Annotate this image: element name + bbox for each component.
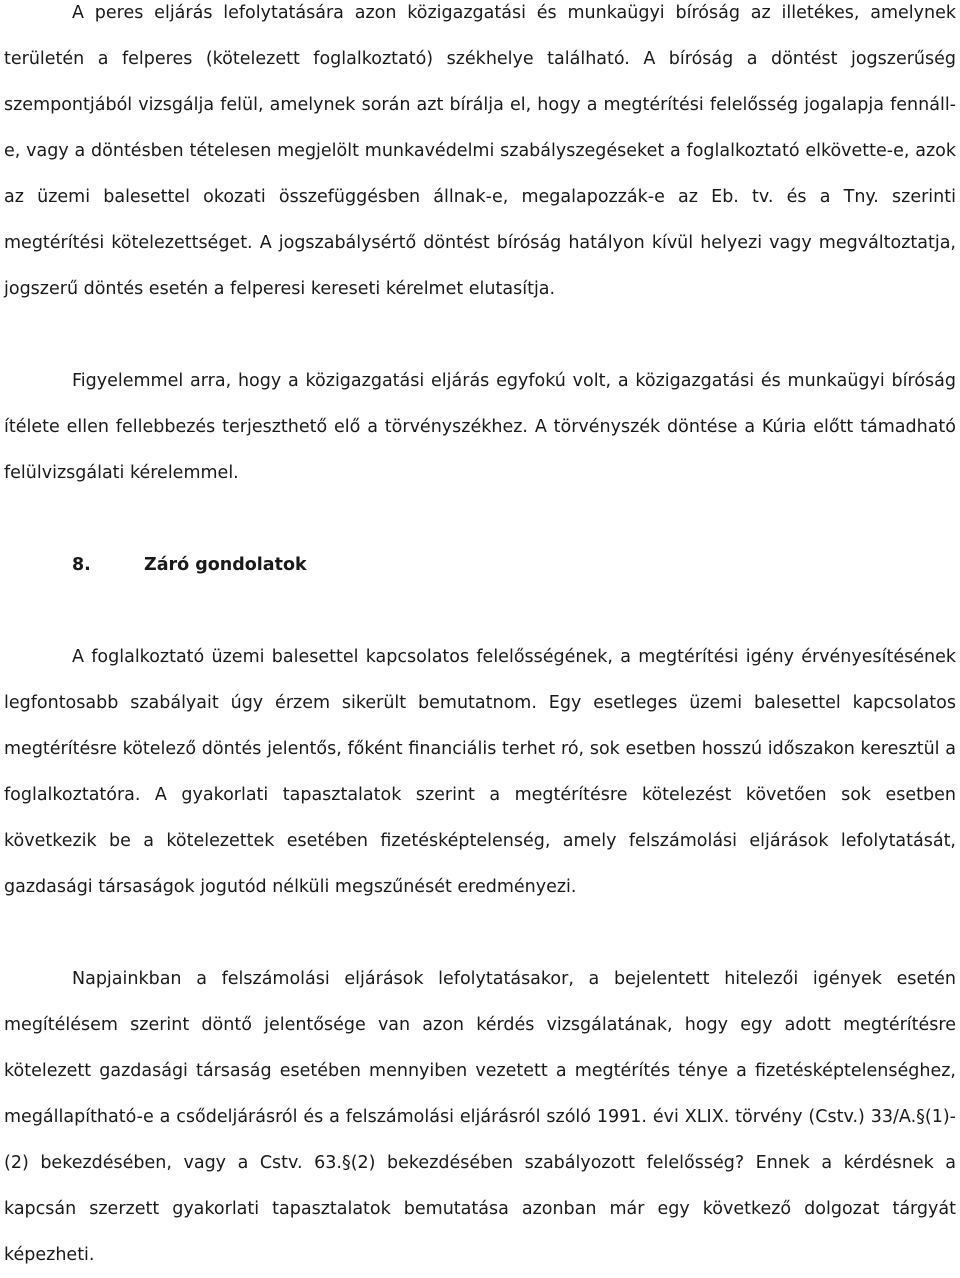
section-number: 8. — [72, 555, 91, 575]
paragraph-gap — [4, 312, 956, 358]
section-title: Záró gondolatok — [144, 555, 307, 575]
paragraph-gap — [4, 910, 956, 956]
section-heading — [4, 542, 956, 588]
paragraph-napjainkban: Napjainkban a felszámolási eljárások lefolytatásakor, a bejelentett hitelezői igények esetén megítélésem szerint döntő jelentősége van azon kérdés vizsgálatának, hogy egy adott megtérítésre kötelezett gazdasági társaság esetében mennyiben vezetett a megtérítés ténye a fizetésképtelenséghez, megállapítható-e a csődeljárásról és a felszámolási eljárásról szóló 1991. évi XLIX. törvény (Cstv.) 33/A.§(1)-(2) bekezdésében, vagy a Cstv. 63.§(2) bekezdésében szabályozott felelősség? Ennek a kérdésnek a kapcsán szerzett gyakorlati tapasztalatok bemutatása azonban már egy következő dolgozat tárgyát képezheti. — [4, 969, 956, 1265]
paragraph-fellebbezes: Figyelemmel arra, hogy a közigazgatási eljárás egyfokú volt, a közigazgatási és munkaügyi bíróság ítélete ellen fellebbezés terjeszthető elő a törvényszékhez. A törvényszék döntése a Kúria előtt támadható felülvizsgálati kérelemmel. — [4, 371, 956, 483]
paragraph-zaro-gondolatok: A foglalkoztató üzemi balesettel kapcsolatos felelősségének, a megtérítési igény érvényesítésének legfontosabb szabályait úgy érzem sikerült bemutatnom. Egy esetleges üzemi balesettel kapcsolatos megtérítésre kötelező döntés jelentős, főként financiális terhet ró, sok esetben hosszú időszakon keresztül a foglalkoztatóra. A gyakorlati tapasztalatok szerint a megtérítésre kötelezést követően sok esetben következik be a kötelezettek esetében fizetésképtelenség, amely felszámolási eljárások lefolytatását, gazdasági társaságok jogutód nélküli megszűnését eredményezi. — [4, 647, 956, 897]
paragraph-peres-eljaras: A peres eljárás lefolytatására azon közigazgatási és munkaügyi bíróság az illetékes, amelynek területén a felperes (kötelezett foglalkoztató) székhelye található. A bíróság a döntést jogszerűség szempontjából vizsgálja felül, amelynek során azt bírálja el, hogy a megtérítési felelősség jogalapja fennáll-e, vagy a döntésben tételesen megjelölt munkavédelmi szabályszegéseket a foglalkoztató elkövette-e, azok az üzemi balesettel okozati összefüggésben állnak-e, megalapozzák-e az Eb. tv. és a Tny. szerinti megtérítési kötelezettséget. A jogszabálysértő döntést bíróság hatályon kívül helyezi vagy megváltoztatja, jogszerű döntés esetén a felperesi kereseti kérelmet elutasítja. — [4, 3, 956, 299]
document-page — [4, 0, 956, 1278]
paragraph-gap — [4, 496, 956, 542]
paragraph-gap — [4, 588, 956, 634]
